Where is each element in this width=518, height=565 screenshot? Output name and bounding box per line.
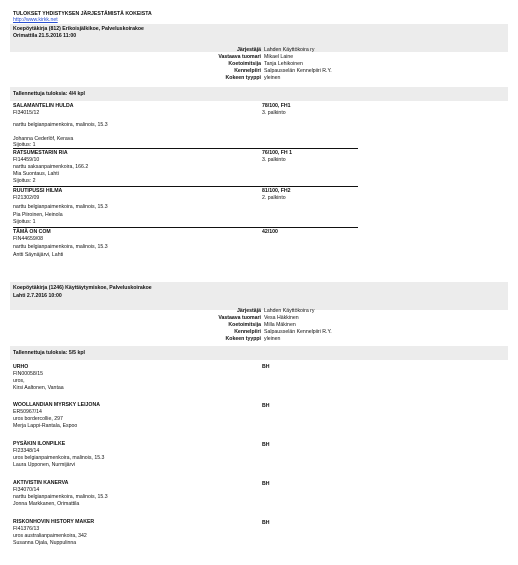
dog-name: AKTIVISTIN KANERVA	[13, 480, 69, 486]
section-1-results-title: Tallennettuja tuloksia: 4/4 kpl	[13, 91, 85, 97]
section-1-date: Orimattila 21.5.2016 11:00	[13, 33, 77, 39]
dog-breed: uros,	[13, 378, 25, 384]
dog-registration: FI41376/13	[13, 526, 40, 532]
label-kennel-district: Kennelpiiri	[234, 68, 261, 74]
score: BH	[262, 442, 270, 448]
dog-registration: FIN00058/15	[13, 371, 43, 377]
dog-breed: narttu belgianpaimenkoira, malinois, 15.3	[13, 122, 108, 128]
score: BH	[262, 481, 270, 487]
entry-divider	[13, 148, 358, 149]
dog-owner: Kirsi Aaltonen, Vantaa	[13, 385, 64, 391]
prize: 3. palkinto	[262, 110, 286, 116]
label-judge-org: Järjestäjä	[237, 47, 261, 53]
dog-owner: Pia Piiroinen, Heinola	[13, 212, 63, 218]
label-head-judge: Vastaava tuomari	[218, 54, 261, 60]
dog-breed: narttu belgianpaimenkoira, malinois, 15.3	[13, 494, 108, 500]
dog-breed: uros belgianpaimenkoira, malinois, 15.3	[13, 455, 105, 461]
label-manager: Koetoimitsija	[228, 61, 261, 67]
placement: Sijoitus: 1	[13, 142, 36, 148]
dog-registration: FI21302/09	[13, 195, 40, 201]
dog-owner: Antti Säynäjärvi, Lahti	[13, 252, 64, 258]
dog-owner: Susanna Ojala, Nuppulinna	[13, 540, 77, 546]
dog-name: PYSÄKIN ILONPILKE	[13, 441, 66, 447]
section-2-results-title: Tallennettuja tuloksia: 5/5 kpl	[13, 350, 85, 356]
prize: 3. palkinto	[262, 157, 286, 163]
dog-registration: FIN44659/08	[13, 236, 43, 242]
placement: Sijoitus: 1	[13, 219, 36, 225]
value-judge-org: Lahden Käyttökoira ry	[264, 308, 315, 314]
score: 76/100, FH 1	[262, 150, 292, 156]
dog-owner: Laura Upponen, Nurmijärvi	[13, 462, 75, 468]
dog-registration: FI23348/14	[13, 448, 40, 454]
dog-name: RUUTIPUSSI HILMA	[13, 188, 63, 194]
value-judge-org: Lahden Käyttökoira ry	[264, 47, 315, 53]
dog-owner: Mia Suontaus, Lahti	[13, 171, 59, 177]
score: 42/100	[262, 229, 278, 235]
label-test-type: Kokeen tyyppi	[225, 75, 261, 81]
value-kennel-district: Salpausselän Kennelpiiri R.Y.	[264, 329, 332, 335]
dog-breed: narttu belgianpaimenkoira, malinois, 15.3	[13, 204, 108, 210]
section-2-title: Koepöytäkirja (1246) Käyttäytymiskoe, Palveluskoirakoe	[13, 285, 152, 291]
dog-owner: Johanna Cederlöf, Kerava	[13, 136, 74, 142]
label-manager: Koetoimitsija	[228, 322, 261, 328]
value-head-judge: Mikael Laine	[264, 54, 294, 60]
dog-owner: Merja Lappi-Rantala, Espoo	[13, 423, 78, 429]
value-test-type: yleinen	[264, 75, 281, 81]
score: BH	[262, 364, 270, 370]
label-test-type: Kokeen tyyppi	[225, 336, 261, 342]
value-test-type: yleinen	[264, 336, 281, 342]
dog-name: SALAMANTELIN HULDA	[13, 103, 74, 109]
entry-divider	[13, 186, 358, 187]
dog-breed: uros bordercollie, 297	[13, 416, 63, 422]
value-manager: Milla Mäkinen	[264, 322, 296, 328]
dog-breed: narttu belgianpaimenkoira, malinois, 15.3	[13, 244, 108, 250]
value-manager: Tanja Lehikoinen	[264, 61, 303, 67]
label-judge-org: Järjestäjä	[237, 308, 261, 314]
score: BH	[262, 403, 270, 409]
dog-name: URHO	[13, 364, 29, 370]
section-1-title: Koepöytäkirja (812) Erikoisjälkikoe, Palveluskoirakoe	[13, 26, 144, 32]
dog-registration: ER50967/14	[13, 409, 42, 415]
entry-divider	[13, 227, 358, 228]
dog-registration: FI34015/12	[13, 110, 40, 116]
dog-name: RISKONHOVIN HISTORY MAKER	[13, 519, 95, 525]
dog-name: WOOLLANDIAN MYRSKY LEIJONA	[13, 402, 100, 408]
dog-registration: FI34070/14	[13, 487, 40, 493]
score: BH	[262, 520, 270, 526]
value-kennel-district: Salpausselän Kennelpiiri R.Y.	[264, 68, 332, 74]
website-link[interactable]: http://www.kirkk.net	[13, 17, 58, 23]
document-title: TULOKSET YHDISTYKSEN JÄRJESTÄMISTÄ KOKEISTA	[13, 11, 152, 17]
score: 81/100, FH2	[262, 188, 291, 194]
label-kennel-district: Kennelpiiri	[234, 329, 261, 335]
dog-registration: FI14459/10	[13, 157, 40, 163]
dog-breed: uros australianpaimenkoira, 342	[13, 533, 87, 539]
placement: Sijoitus: 2	[13, 178, 36, 184]
label-head-judge: Vastaava tuomari	[218, 315, 261, 321]
dog-name: RATSUMESTARIN RIA	[13, 150, 68, 156]
section-2-date: Lahti 2.7.2016 10:00	[13, 293, 62, 299]
dog-owner: Jonna Markkanen, Orimattila	[13, 501, 80, 507]
value-head-judge: Vesa Häkkinen	[264, 315, 299, 321]
dog-name: TÄMÄ ON COM	[13, 229, 51, 235]
prize: 2. palkinto	[262, 195, 286, 201]
score: 78/100, FH1	[262, 103, 291, 109]
dog-breed: narttu saksanpaimenkoira, 166.2	[13, 164, 89, 170]
